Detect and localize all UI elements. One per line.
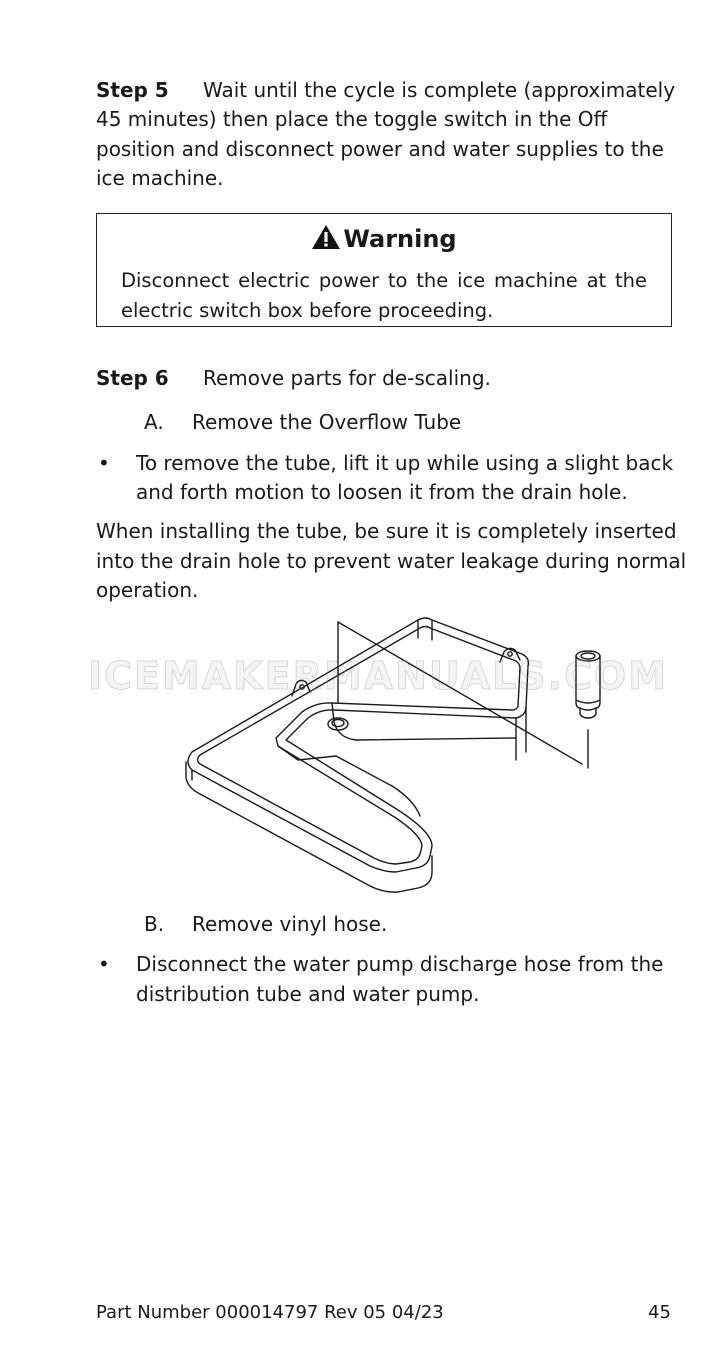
bullet-2-line-1: Disconnect the water pump discharge hose from the: [136, 952, 664, 976]
item-a-text: Remove the Overflow Tube: [192, 410, 462, 434]
watermark: ICEMAKERMANUALS.COM: [88, 654, 669, 698]
warning-line-2: electric switch box before proceeding.: [121, 299, 494, 322]
warning-title-text: Warning: [343, 225, 457, 253]
note-line-3: operation.: [96, 578, 199, 602]
footer-part-number: Part Number 000014797 Rev 05 04/23: [96, 1302, 444, 1323]
item-b-marker: B.: [144, 912, 165, 936]
bullet-2-marker: •: [98, 952, 110, 976]
page-number: 45: [648, 1302, 671, 1323]
item-a-marker: A.: [144, 410, 164, 434]
bullet-2-line-2: distribution tube and water pump.: [136, 982, 480, 1006]
step6-label: Step 6: [96, 366, 169, 390]
step5-line-1: Wait until the cycle is complete (approximately: [203, 78, 676, 102]
step5-label: Step 5: [96, 78, 169, 102]
warning-line-1: Disconnect electric power to the ice machine at the: [121, 269, 647, 292]
item-b-text: Remove vinyl hose.: [192, 912, 388, 936]
step5-line-3: position and disconnect power and water supplies to the: [96, 137, 664, 161]
step6-text: Remove parts for de-scaling.: [203, 366, 491, 390]
warning-box: [96, 213, 672, 327]
bullet-1-line-1: To remove the tube, lift it up while using a slight back: [136, 451, 674, 475]
trough-inner-floor: [278, 746, 420, 816]
note-line-2: into the drain hole to prevent water leakage during normal: [96, 549, 687, 573]
step5-line-4: ice machine.: [96, 166, 224, 190]
step5-line-2: 45 minutes) then place the toggle switch in the Off: [96, 107, 608, 131]
warning-title: [97, 224, 671, 254]
note-line-1: When installing the tube, be sure it is completely inserted: [96, 519, 677, 543]
bullet-1-marker: •: [98, 451, 110, 475]
bullet-1-line-2: and forth motion to loosen it from the drain hole.: [136, 480, 628, 504]
warning-triangle-icon: [311, 224, 341, 250]
trough-diagram: [170, 610, 610, 895]
